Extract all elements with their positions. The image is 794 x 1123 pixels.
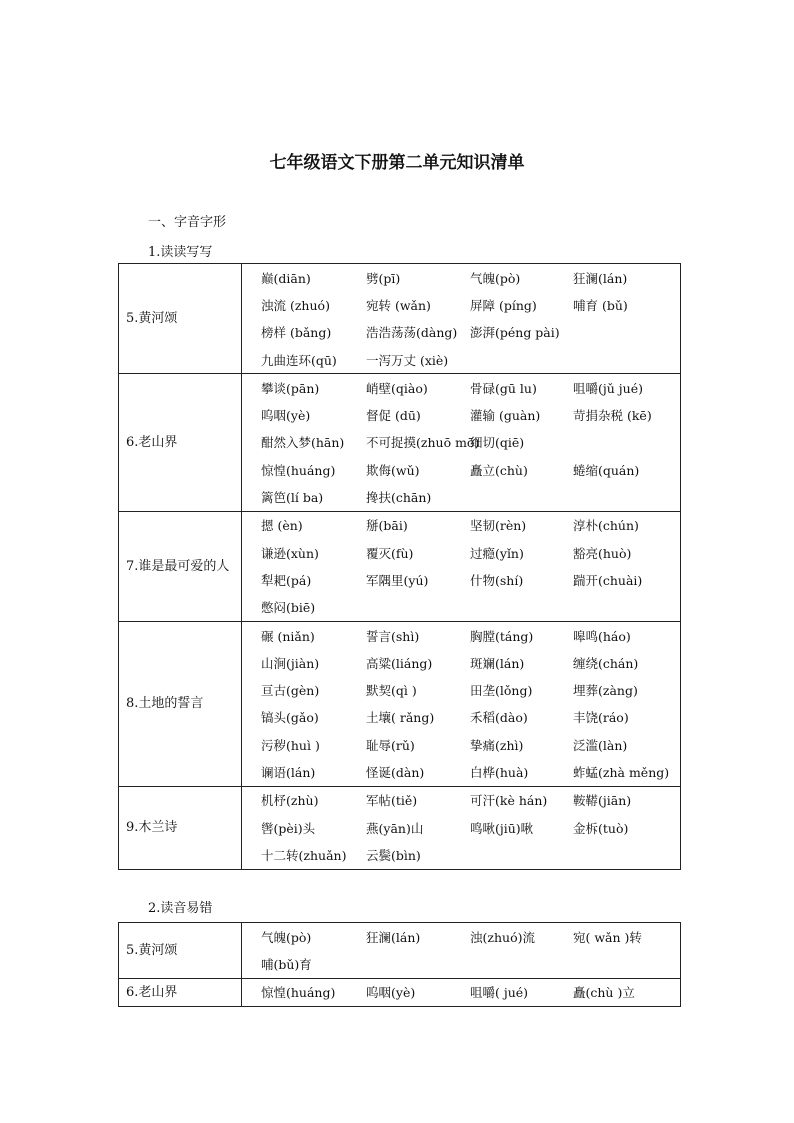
word-list — [242, 786, 681, 869]
word-line — [242, 731, 680, 758]
lesson-label: 6.老山界 — [119, 978, 242, 1006]
word-entry: 蚱蜢(zhà měng) — [573, 764, 670, 780]
word-entry: 一泻万丈 (xiè) — [366, 352, 449, 368]
word-entry: 军隅里(yú) — [366, 572, 429, 588]
word-line — [242, 841, 680, 868]
lesson-label: 9.木兰诗 — [119, 786, 242, 869]
word-entry: 鞍鞯(jiān) — [573, 793, 632, 809]
lesson-label: 7.谁是最可爱的人 — [119, 511, 242, 621]
word-entry: 淳朴(chún) — [573, 518, 639, 534]
word-entry: 憋闷(biē) — [261, 600, 316, 616]
word-entry: 豁亮(huò) — [573, 545, 632, 561]
word-list — [242, 511, 681, 621]
word-line — [242, 758, 680, 785]
word-entry: 白桦(huà) — [470, 764, 529, 780]
word-entry: 丰饶(ráo) — [573, 710, 629, 726]
word-entry: 挚痛(zhì) — [470, 737, 524, 753]
lesson-label: 8.土地的誓言 — [119, 621, 242, 786]
word-line — [242, 539, 680, 566]
word-entry: 坚韧(rèn) — [470, 518, 527, 534]
word-list — [242, 374, 681, 511]
word-entry: 辔(pèi)头 — [261, 820, 316, 836]
word-entry: 高粱(liáng) — [366, 655, 433, 671]
lesson-row — [119, 621, 681, 786]
word-entry: 惊惶(huáng) — [261, 462, 336, 478]
lesson-row — [119, 786, 681, 869]
word-entry: 镐头(gǎo) — [261, 710, 319, 726]
word-line — [242, 923, 680, 950]
word-line — [242, 264, 680, 291]
lesson-row — [119, 923, 681, 979]
word-entry: 酣然入梦(hān) — [261, 435, 345, 451]
word-list — [242, 978, 681, 1006]
word-entry: 掰(bāi) — [366, 518, 408, 534]
lesson-label: 5.黄河颂 — [119, 264, 242, 374]
word-entry: 细切(qiē) — [470, 435, 525, 451]
word-table-pronunciation — [118, 922, 681, 1007]
word-entry: 浊流 (zhuó) — [261, 297, 330, 313]
word-entry: 胸膛(táng) — [470, 628, 534, 644]
section-heading: 一、字音字形 — [148, 215, 227, 230]
word-entry: 可汗(kè hán) — [470, 793, 548, 809]
word-entry: 碾 (niǎn) — [261, 628, 315, 644]
word-entry: 屏障 (píng) — [470, 297, 537, 313]
word-entry: 默契(qì ) — [366, 683, 417, 699]
word-entry: 澎湃(péng pài) — [470, 325, 560, 341]
word-entry: 不可捉摸(zhuō mō) — [366, 435, 480, 451]
word-entry: 矗立(chù) — [470, 462, 528, 478]
word-entry: 灌输 (guàn) — [470, 408, 541, 424]
word-entry: 督促 (dū) — [366, 408, 421, 424]
word-entry: 蜷缩(quán) — [573, 462, 640, 478]
word-line — [242, 319, 680, 346]
word-list — [242, 923, 681, 979]
word-entry: 誓言(shì) — [366, 628, 420, 644]
word-entry: 巅(diān) — [261, 270, 311, 286]
word-entry: 云鬓(bìn) — [366, 847, 421, 863]
word-entry: 犁耙(pá) — [261, 572, 312, 588]
word-entry: 攀谈(pān) — [261, 380, 320, 396]
word-entry: 亘古(gèn) — [261, 683, 320, 699]
word-line — [242, 622, 680, 649]
word-line — [242, 346, 680, 373]
word-entry: 埋葬(zàng) — [573, 683, 638, 699]
word-line — [242, 483, 680, 510]
word-entry: 过瘾(yǐn) — [470, 545, 524, 561]
word-entry: 苛捐杂税 (kē) — [573, 408, 652, 424]
word-entry: 谰语(lán) — [261, 764, 316, 780]
word-entry: 欺侮(wǔ) — [366, 462, 420, 478]
word-line — [242, 374, 680, 401]
word-entry: 泛滥(làn) — [573, 737, 628, 753]
word-entry: 九曲连环(qū) — [261, 352, 337, 368]
word-entry: 气魄(pò) — [261, 929, 312, 945]
word-entry: 踹开(chuài) — [573, 572, 643, 588]
word-entry: 宛( wǎn )转 — [573, 929, 642, 945]
word-entry: 咀嚼(jǔ jué) — [573, 380, 643, 396]
word-entry: 狂澜(lán) — [573, 270, 628, 286]
word-entry: 宛转 (wǎn) — [366, 297, 431, 313]
word-entry: 谦逊(xùn) — [261, 545, 319, 561]
word-entry: 覆灭(fù) — [366, 545, 414, 561]
word-entry: 嗥鸣(háo) — [573, 628, 631, 644]
word-entry: 土壤( rǎng) — [366, 710, 435, 726]
lesson-label: 5.黄河颂 — [119, 923, 242, 979]
word-entry: 呜咽(yè) — [261, 408, 311, 424]
lesson-label: 6.老山界 — [119, 374, 242, 511]
lesson-row — [119, 374, 681, 511]
word-line — [242, 814, 680, 841]
word-entry: 山涧(jiàn) — [261, 655, 320, 671]
lesson-row — [119, 978, 681, 1006]
word-entry: 矗(chù )立 — [573, 985, 635, 1001]
word-entry: 榜样 (bǎng) — [261, 325, 332, 341]
word-line — [242, 787, 680, 814]
word-entry: 耻辱(rǔ) — [366, 737, 415, 753]
word-entry: 田垄(lǒng) — [470, 683, 533, 699]
word-entry: 劈(pī) — [366, 270, 401, 286]
word-entry: 狂澜(lán) — [366, 929, 421, 945]
word-line — [242, 566, 680, 593]
word-line — [242, 950, 680, 977]
word-entry: 缠绕(chán) — [573, 655, 639, 671]
word-line — [242, 649, 680, 676]
word-entry: 金柝(tuò) — [573, 820, 629, 836]
word-entry: 燕(yān)山 — [366, 820, 424, 836]
word-list — [242, 621, 681, 786]
word-line — [242, 594, 680, 621]
word-entry: 气魄(pò) — [470, 270, 521, 286]
word-line — [242, 291, 680, 318]
word-line — [242, 512, 680, 539]
page-title: 七年级语文下册第二单元知识清单 — [269, 153, 525, 173]
word-list — [242, 264, 681, 374]
word-line — [242, 401, 680, 428]
word-entry: 摁 (èn) — [261, 518, 303, 534]
subsection-heading: 2.读音易错 — [148, 901, 213, 916]
word-entry: 军帖(tiě) — [366, 793, 418, 809]
word-line — [242, 979, 680, 1006]
subsection-heading: 1.读读写写 — [148, 245, 213, 260]
word-line — [242, 429, 680, 456]
word-entry: 机杼(zhù) — [261, 793, 319, 809]
word-table-read-write — [118, 263, 681, 870]
word-entry: 惊惶(huáng) — [261, 985, 336, 1001]
word-entry: 咀嚼( jué) — [470, 985, 529, 1001]
word-entry: 鸣啾(jiū)啾 — [470, 820, 534, 836]
word-entry: 十二转(zhuǎn) — [261, 847, 347, 863]
word-entry: 怪诞(dàn) — [366, 764, 425, 780]
word-entry: 斑斓(lán) — [470, 655, 525, 671]
word-line — [242, 676, 680, 703]
word-entry: 污秽(huì ) — [261, 737, 320, 753]
word-entry: 浊(zhuó)流 — [470, 929, 535, 945]
word-entry: 峭壁(qiào) — [366, 380, 428, 396]
lesson-row — [119, 511, 681, 621]
word-entry: 什物(shí) — [470, 572, 524, 588]
word-entry: 哺育 (bǔ) — [573, 297, 628, 313]
word-line — [242, 704, 680, 731]
word-entry: 浩浩荡荡(dàng) — [366, 325, 458, 341]
lesson-row — [119, 264, 681, 374]
word-entry: 搀扶(chān) — [366, 490, 432, 506]
word-line — [242, 456, 680, 483]
word-entry: 哺(bǔ)育 — [261, 956, 312, 972]
word-entry: 禾稻(dào) — [470, 710, 528, 726]
word-entry: 呜咽(yè) — [366, 985, 416, 1001]
word-entry: 篱笆(lí ba) — [261, 490, 324, 506]
word-entry: 骨碌(gū lu) — [470, 380, 537, 396]
